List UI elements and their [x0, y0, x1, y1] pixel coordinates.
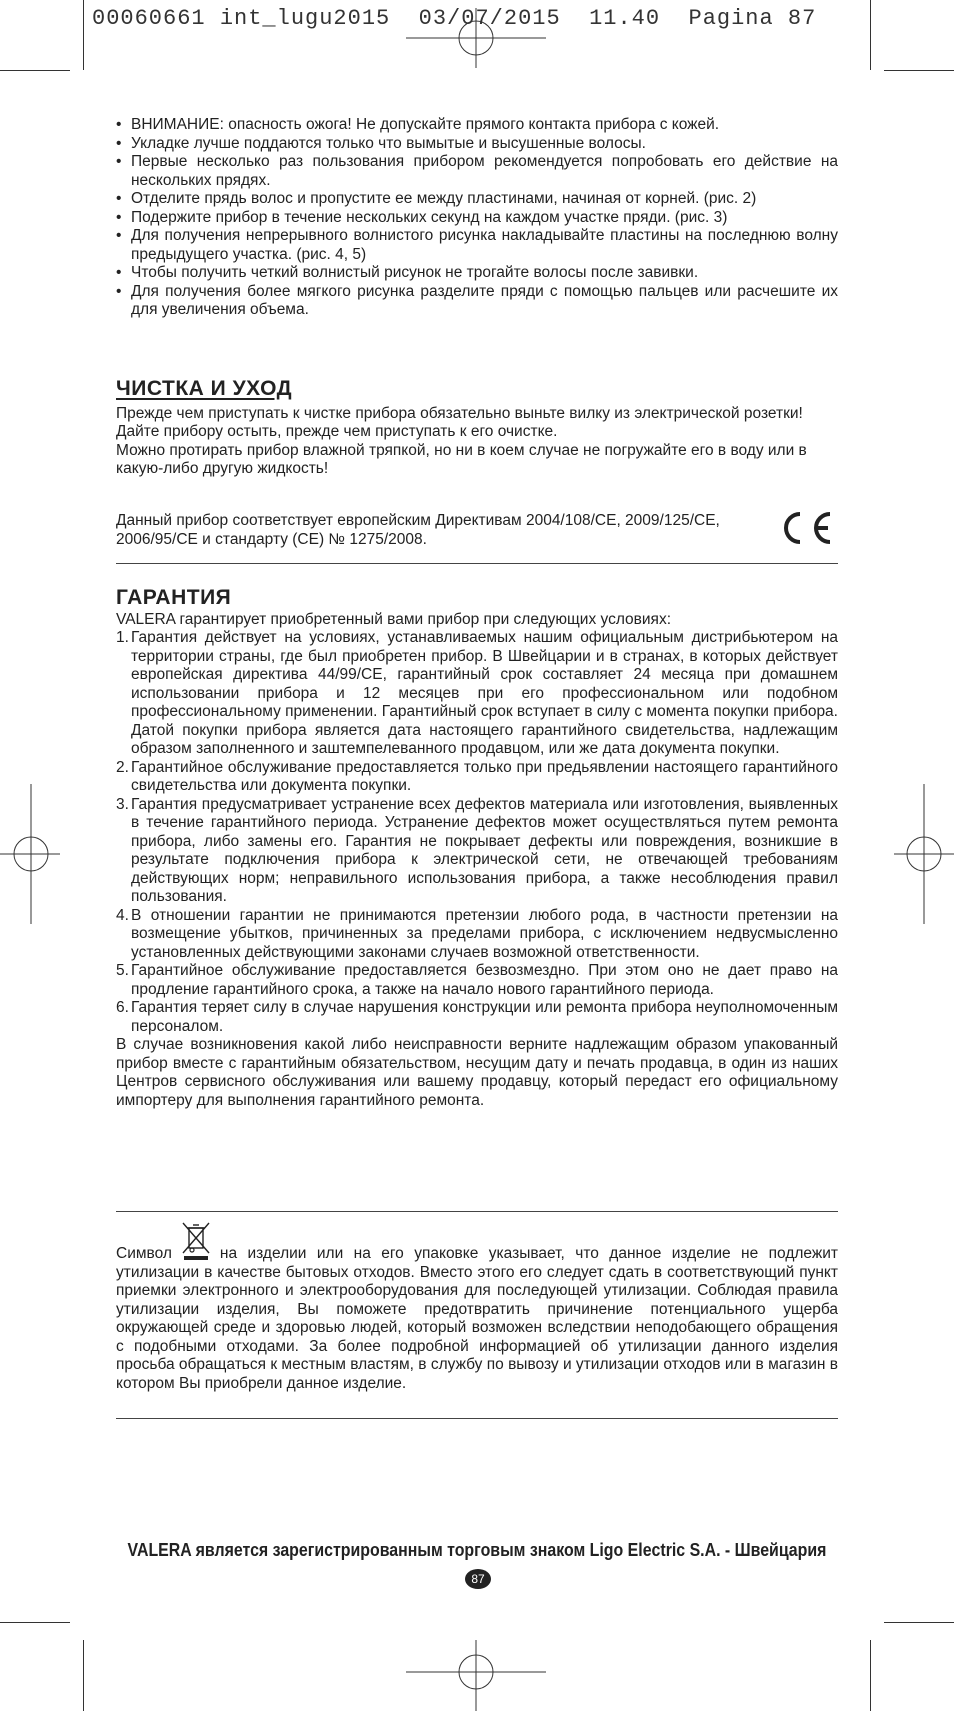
item-text: Гарантия действует на условиях, устанавливаемых нашим официальным дистрибьютером на территории страны, где был приобретен прибор. В Швейцарии и в странах, в которых действует европейская директива 44/99/CE, гарантийный срок составляет 24 месяца при домашнем использовании прибора и 12 месяцев при его профессиональном или подобном профессиональному применении. Гарантийный срок вступает в силу с момента покупки прибора. Датой покупки прибора является дата настоящего гарантийного свидетельства, надлежащим образом заполненного и заштемпелеванного продавцом, или же дата документа покупки. — [131, 629, 838, 757]
list-item: • Укладке лучше поддаются только что вымытые и высушенные волосы. — [116, 135, 838, 154]
ce-compliance — [116, 512, 838, 549]
divider — [116, 563, 838, 564]
list-item: • Чтобы получить четкий волнистый рисунок не трогайте волосы после завивки. — [116, 264, 838, 283]
item-number: 4. — [116, 906, 129, 924]
warranty-item — [116, 629, 838, 759]
item-number: 6. — [116, 999, 129, 1016]
care-section — [116, 377, 838, 479]
item-number: 3. — [116, 795, 129, 813]
list-item: • Для получения непрерывного волнистого рисунка накладывайте пластины на последнюю волну предыдущего участка. (рис. 4, 5) — [116, 227, 838, 264]
warranty-item — [116, 796, 838, 907]
divider — [116, 1418, 838, 1419]
warranty-intro: VALERA гарантирует приобретенный вами прибор при следующих условиях: — [116, 610, 672, 628]
list-item: • Для получения более мягкого рисунка разделите пряди с помощью пальцев или расчешите их для увеличения объема. — [116, 283, 838, 320]
disposal-text: на изделии или на его упаковке указывает, что данное изделие не подлежит утилизации в качестве бытовых отходов. Вместо этого его следует сдать в соответствующий пункт приемки электронного и электрооборудования для последующей утилизации. Соблюдая правила утилизации изделия, Вы поможете предотвратить причинение потенциального ущерба окружающей среде и здоровью людей, который возможен вследствии неподобающего обращения с подобными отходами. За более подробной информацией об утилизации данного изделия просьба обращаться к местным властям, в службу по вывозу и утилизации отходов или в магазин в котором Вы приобрели данное изделие. — [116, 1245, 838, 1392]
care-paragraph: Можно протирать прибор влажной тряпкой, но ни в коем случае не погружайте его в воду или в какую-либо другую жидкость! — [116, 441, 807, 477]
warranty-item — [116, 962, 838, 999]
printer-slug: 00060661 int_lugu2015 03/07/2015 11.40 Pagina 87 — [92, 6, 817, 31]
item-number: 2. — [116, 758, 129, 776]
item-text: В отношении гарантии не принимаются претензии любого рода, в частности претензии на возмещение убытков, причиненных за пределами прибора, с исключением недвусмысленно установленных действующими законами случаев возможной ответственности. — [131, 906, 838, 961]
disposal-section — [116, 1238, 838, 1393]
registration-mark-right — [894, 784, 954, 924]
item-text: Гарантия теряет силу в случае нарушения конструкции или ремонта прибора неуполномоченным персоналом. — [131, 999, 838, 1035]
registration-mark-left — [0, 784, 60, 924]
list-item: • Отделите прядь волос и пропустите ее между пластинами, начиная от корней. (рис. 2) — [116, 190, 838, 209]
warranty-item — [116, 759, 838, 796]
usage-instructions — [116, 116, 838, 320]
registration-mark-bottom — [406, 1640, 546, 1711]
warranty-section — [116, 586, 838, 1110]
disposal-paragraph — [116, 1238, 838, 1393]
warranty-item — [116, 999, 838, 1036]
care-paragraph: Прежде чем приступать к чистке прибора обязательно выньте вилку из электрической розетки! Дайте прибору остыть, прежде чем приступать к его очистке. — [116, 404, 803, 440]
item-number: 1. — [116, 629, 129, 646]
item-text: Гарантия предусматривает устранение всех дефектов материала или изготовления, выявленных в течение гарантийного периода. Устранение дефектов может осуществляться путем ремонта прибора, либо замены его. Гарантия не покрывает дефекты или повреждения, возникшие в результате подключения прибора к электрической сети, не отвечающей требованиям действующих норм; неправильного использования прибора, а также несоблюдения правил пользования. — [131, 795, 838, 905]
disposal-prefix: Символ — [116, 1245, 172, 1262]
warranty-item — [116, 907, 838, 963]
page-number-badge: 87 — [465, 1569, 491, 1589]
ce-mark-icon — [774, 508, 834, 548]
crossed-bin-icon — [178, 1238, 214, 1258]
list-item: • Подержите прибор в течение нескольких секунд на каждом участке пряди. (рис. 3) — [116, 209, 838, 228]
list-item: • ВНИМАНИЕ: опасность ожога! Не допускайте прямого контакта прибора с кожей. — [116, 116, 838, 135]
list-item: • Первые несколько раз пользования прибором рекомендуется попробовать его действие на нескольких прядях. — [116, 153, 838, 190]
warranty-heading: ГАРАНТИЯ — [116, 586, 232, 609]
ce-compliance-text: Данный прибор соответствует европейским Директивам 2004/108/CE, 2009/125/CE, 2006/95/CE и стандарту (CE) № 1275/2008. — [116, 512, 720, 548]
registration-mark-top — [406, 8, 546, 68]
item-text: Гарантийное обслуживание предоставляется безвозмездно. При этом оно не дает право на продление гарантийного срока, а также на начало нового гарантийного периода. — [131, 962, 838, 998]
item-number: 5. — [116, 962, 129, 979]
divider — [116, 1211, 838, 1212]
care-heading: ЧИСТКА И УХОД — [116, 377, 293, 400]
trademark-footer: VALERA является зарегистрированным торговым знаком Ligo Electric S.A. - Швейцария — [127, 1539, 827, 1560]
warranty-closing: В случае возникновения какой либо неисправности верните надлежащим образом упакованный прибор вместе с гарантийным обязательством, несущим дату и печать продавца, в один из наших Центров сервисного обслуживания или вашему продавцу, который передаст его официальному импортеру для выполнения гарантийного ремонта. — [116, 1036, 838, 1109]
item-text: Гарантийное обслуживание предоставляется только при предьявлении настоящего гарантийного свидетельства или документа покупки. — [131, 758, 838, 794]
